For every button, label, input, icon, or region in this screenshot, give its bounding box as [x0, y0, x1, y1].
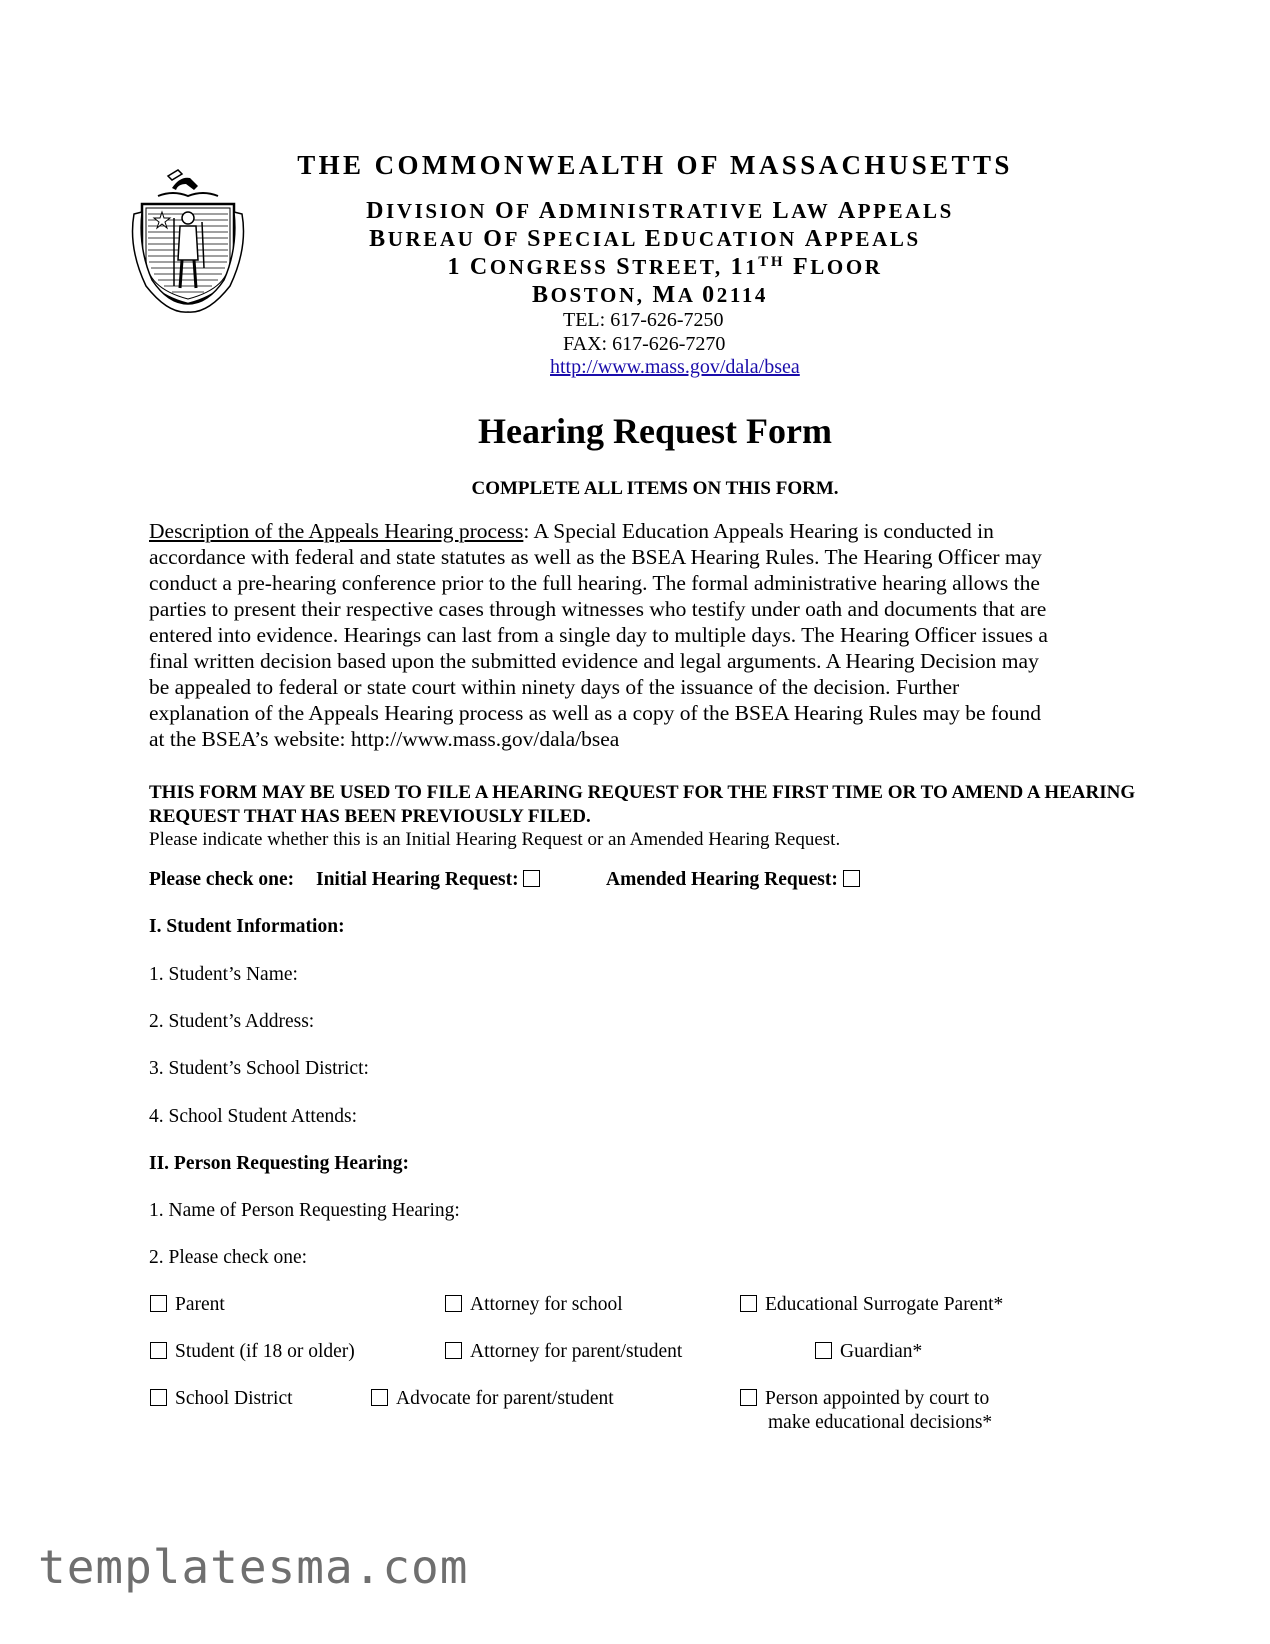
option-attorney-school[interactable]	[445, 1294, 623, 1316]
option-guardian[interactable]	[815, 1341, 922, 1363]
bureau-name: BUREAU OF SPECIAL EDUCATION APPEALS	[369, 226, 921, 252]
option-court-appointed[interactable]	[740, 1388, 989, 1410]
checkbox[interactable]	[150, 1389, 167, 1406]
option-court-appointed-line2: make educational decisions*	[768, 1412, 993, 1433]
tel-number: 617-626-7250	[610, 309, 724, 331]
checkbox[interactable]	[445, 1342, 462, 1359]
description-text: : A Special Education Appeals Hearing is conducted in	[523, 519, 994, 543]
floor-superscript: TH	[758, 254, 786, 270]
requester-type-label: 2. Please check one:	[149, 1247, 308, 1268]
fax	[563, 333, 725, 356]
fax-label: FAX:	[563, 333, 608, 355]
section-requester-heading: II. Person Requesting Hearing:	[149, 1153, 409, 1174]
description-line: explanation of the Appeals Hearing process as well as a copy of the BSEA Hearing Rules may be found	[149, 701, 1042, 725]
telephone	[563, 309, 724, 332]
form-instruction: COMPLETE ALL ITEMS ON THIS FORM.	[471, 478, 839, 499]
check-one-label: Please check one:	[149, 869, 295, 890]
amended-request-checkbox[interactable]	[843, 870, 860, 887]
option-surrogate-parent[interactable]	[740, 1294, 1003, 1316]
checkbox[interactable]	[740, 1389, 757, 1406]
initial-request-checkbox[interactable]	[523, 870, 540, 887]
division-name: DIVISION OF ADMINISTRATIVE LAW APPEALS	[366, 198, 954, 224]
option-label: Advocate for parent/student	[396, 1388, 614, 1409]
form-usage-note: THIS FORM MAY BE USED TO FILE A HEARING REQUEST FOR THE FIRST TIME OR TO AMEND A HEARING REQUEST THAT HAS BEEN PREVIOUSLY FILED.	[149, 782, 1136, 827]
website-link[interactable]: http://www.mass.gov/dala/bsea	[550, 356, 800, 378]
description-line: conduct a pre-hearing conference prior to the full hearing. The formal administrative hearing allows the	[149, 571, 1040, 595]
city-state-zip: BOSTON, MA 02114	[531, 282, 769, 308]
student-district-field[interactable]: 3. Student’s School District:	[149, 1058, 369, 1079]
option-label: Guardian*	[840, 1341, 923, 1362]
request-type-note: Please indicate whether this is an Initial Hearing Request or an Amended Hearing Request.	[149, 829, 841, 850]
option-label: Attorney for school	[470, 1294, 623, 1315]
amended-request-label: Amended Hearing Request:	[606, 869, 838, 890]
initial-request-option[interactable]	[316, 869, 540, 891]
amended-request-option[interactable]	[606, 869, 860, 891]
option-label: Educational Surrogate Parent*	[765, 1294, 1004, 1315]
option-label: School District	[175, 1388, 293, 1409]
option-parent[interactable]	[150, 1294, 225, 1316]
checkbox[interactable]	[445, 1295, 462, 1312]
street-address	[0, 254, 1270, 281]
student-address-field[interactable]: 2. Student’s Address:	[149, 1011, 315, 1032]
street-address-main: 1 CONGRESS STREET, 11	[447, 254, 759, 280]
checkbox[interactable]	[740, 1295, 757, 1312]
form-title: Hearing Request Form	[478, 411, 832, 451]
option-label: Parent	[175, 1294, 225, 1315]
checkbox[interactable]	[150, 1342, 167, 1359]
description-line: entered into evidence. Hearings can last from a single day to multiple days. The Hearing Officer issues a	[149, 623, 1048, 647]
requester-name-field[interactable]: 1. Name of Person Requesting Hearing:	[149, 1200, 460, 1221]
option-label: Student (if 18 or older)	[175, 1341, 355, 1362]
option-student[interactable]	[150, 1341, 355, 1363]
description-line: be appealed to federal or state court within ninety days of the issuance of the decision. Further	[149, 675, 960, 699]
description-line	[149, 518, 1109, 544]
option-label: Attorney for parent/student	[470, 1341, 683, 1362]
option-label: Person appointed by court to	[765, 1388, 990, 1409]
description-line: accordance with federal and state statutes as well as the BSEA Hearing Rules. The Hearing Officer may	[149, 545, 1042, 569]
student-name-field[interactable]: 1. Student’s Name:	[149, 964, 298, 985]
section-student-heading: I. Student Information:	[149, 916, 345, 937]
initial-request-label: Initial Hearing Request:	[316, 869, 519, 890]
checkbox[interactable]	[150, 1295, 167, 1312]
fax-number: 617-626-7270	[612, 333, 726, 355]
commonwealth-title: THE COMMONWEALTH OF MASSACHUSETTS	[297, 150, 1013, 180]
option-advocate[interactable]	[371, 1388, 614, 1410]
option-attorney-parent[interactable]	[445, 1341, 682, 1363]
description-line: parties to present their respective cases through witnesses who testify under oath and documents that are	[149, 597, 1047, 621]
option-school-district[interactable]	[150, 1388, 293, 1410]
checkbox[interactable]	[371, 1389, 388, 1406]
watermark: templatesma.com	[38, 1540, 469, 1594]
checkbox[interactable]	[815, 1342, 832, 1359]
description-heading: Description of the Appeals Hearing process	[149, 519, 524, 543]
description-line: at the BSEA’s website: http://www.mass.gov/dala/bsea	[149, 727, 620, 751]
street-address-floor: FLOOR	[793, 254, 883, 280]
tel-label: TEL:	[563, 309, 606, 331]
process-description	[149, 518, 1109, 752]
school-attended-field[interactable]: 4. School Student Attends:	[149, 1106, 358, 1127]
description-line: final written decision based upon the submitted evidence and legal arguments. A Hearing Decision may	[149, 649, 1039, 673]
